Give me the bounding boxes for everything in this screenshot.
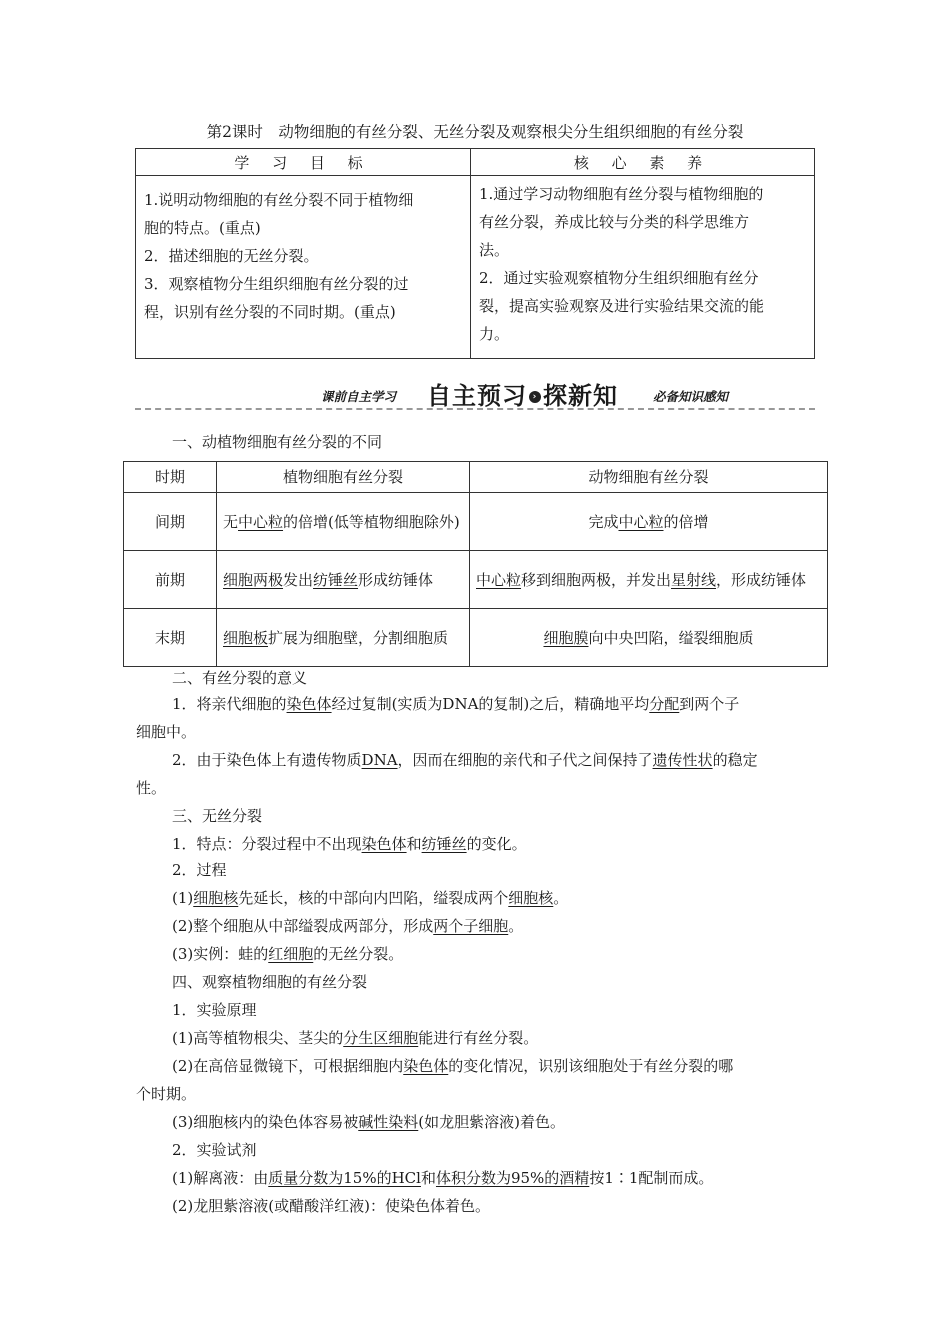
text-run: 。 [508,917,524,935]
text-run: 的稳定 [712,751,758,769]
literacy-line: 1.通过学习动物细胞有丝分裂与植物细胞的 [479,185,764,203]
text-line [172,1028,538,1048]
text-run: 发出 [283,570,314,589]
animal-cell [470,609,828,667]
underlined-term: 细胞膜 [543,628,589,647]
text-line [172,1196,490,1216]
plant-cell [217,493,470,551]
text-line [172,806,262,826]
underlined-term: 细胞核 [193,889,239,907]
text-line [172,668,307,688]
text-line [172,972,367,992]
text-run: 的无丝分裂。 [313,945,404,963]
text-line [172,1140,257,1160]
text-line [172,944,403,964]
text-run: (如龙胆紫溶液)着色。 [418,1113,565,1131]
underlined-term: 染色体 [403,1057,449,1075]
text-run: 能进行有丝分裂。 [418,1029,539,1047]
animal-cell [470,551,828,609]
goal-line: 程，识别有丝分裂的不同时期。(重点) [144,303,396,321]
text-run: (2)龙胆紫溶液(或醋酸洋红液)：使染色体着色。 [172,1197,490,1215]
period-cell: 间期 [124,493,217,551]
goal-line: 胞的特点。(重点) [144,219,261,237]
text-run: 无 [223,512,239,531]
text-run: 到两个子 [679,695,740,713]
text-run: (1)高等植物根尖、茎尖的 [172,1029,344,1047]
underlined-term: 纺锤丝 [421,835,467,853]
period-cell: 末期 [124,609,217,667]
text-run: (1)解离液：由 [172,1169,269,1187]
animal-cell [470,493,828,551]
underlined-term: 遗传性状 [652,751,713,769]
col-header-animal: 动物细胞有丝分裂 [470,462,828,493]
text-run: 四、观察植物细胞的有丝分裂 [172,973,368,991]
text-line [172,888,568,908]
text-run: 形成纺锤体 [358,570,434,589]
literacy-line: 裂，提高实验观察及进行实验结果交流的能 [479,297,765,315]
text-run: 1．实验原理 [172,1001,257,1019]
text-run: 的倍增(低等植物细胞除外) [283,512,460,531]
banner-right-label: 必备知识感知 [653,389,729,404]
banner-title-a: 自主预习 [427,382,527,410]
underlined-term: 纺锤丝 [313,570,359,589]
text-line [172,1112,565,1132]
text-run: 扩展为细胞壁，分割细胞质 [268,628,449,647]
text-line [172,916,523,936]
core-literacy-header: 核 心 素 养 [471,149,815,176]
underlined-term: 染色体 [361,835,407,853]
literacy-line: 2．通过实验观察植物分生组织细胞有丝分 [479,269,759,287]
period-cell: 前期 [124,551,217,609]
literacy-cell [471,176,815,359]
text-line [136,778,166,798]
text-run: 细胞中。 [136,723,197,741]
text-run: 2．过程 [172,861,227,879]
underlined-term: 中心粒 [618,512,664,531]
goal-line: 2．描述细胞的无丝分裂。 [144,247,319,265]
text-run: 二、有丝分裂的意义 [172,669,308,687]
goals-header: 学 习 目 标 [136,149,471,176]
col-header-period: 时期 [124,462,217,493]
underlined-term: 细胞两极 [223,570,284,589]
section-banner [135,376,815,416]
lesson-title: 第2课时 动物细胞的有丝分裂、无丝分裂及观察根尖分生组织细胞的有丝分裂 [206,123,744,141]
table-row [124,493,828,551]
text-run: 三、无丝分裂 [172,807,263,825]
plant-cell [217,551,470,609]
underlined-term: 中心粒 [238,512,284,531]
text-line [136,722,196,742]
text-run: 完成 [588,512,619,531]
text-run: 性。 [136,779,167,797]
banner-left-label: 课前自主学习 [321,389,397,404]
literacy-line: 力。 [479,325,510,343]
banner-divider [135,408,815,410]
mitosis-comparison-table [123,461,828,667]
underlined-term: 质量分数为15%的HCl [268,1169,421,1187]
underlined-term: DNA [361,751,398,769]
text-run: 的变化情况，识别该细胞处于有丝分裂的哪 [448,1057,734,1075]
text-run: 向中央凹陷，缢裂细胞质 [588,628,754,647]
section-heading-1: 一、动植物细胞有丝分裂的不同 [172,433,383,451]
text-run: 1．特点：分裂过程中不出现 [172,835,362,853]
text-run: 2．由于染色体上有遗传物质 [172,751,362,769]
goal-line: 1.说明动物细胞的有丝分裂不同于植物细 [144,191,414,209]
text-line [172,1168,713,1188]
banner-main-title [427,376,618,411]
text-run: (2)在高倍显微镜下，可根据细胞内 [172,1057,404,1075]
text-run: 按1∶1配制而成。 [589,1169,714,1187]
underlined-term: 细胞板 [223,628,269,647]
arrow-icon: › [529,391,541,403]
table-row [124,609,828,667]
text-line [136,1084,196,1104]
underlined-term: 分生区细胞 [343,1029,419,1047]
literacy-line: 法。 [479,241,510,259]
text-run: 和 [406,835,422,853]
text-run: 先延长，核的中部向内凹陷，缢裂成两个 [238,889,509,907]
text-run: ，因而在细胞的亲代和子代之间保持了 [397,751,653,769]
text-run: 2．实验试剂 [172,1141,257,1159]
text-run: ，形成纺锤体 [716,570,807,589]
underlined-term: 红细胞 [268,945,314,963]
underlined-term: 中心粒 [476,570,522,589]
text-run: (1) [172,889,194,907]
underlined-term: 星射线 [671,570,717,589]
table-row [124,551,828,609]
text-run: 个时期。 [136,1085,197,1103]
banner-title-b: 探新知 [543,382,618,410]
underlined-term: 分配 [649,695,680,713]
underlined-term: 细胞核 [508,889,554,907]
literacy-line: 有丝分裂，养成比较与分类的科学思维方 [479,213,750,231]
text-run: 的变化。 [466,835,527,853]
text-run: 。 [553,889,569,907]
text-run: (3)实例：蛙的 [172,945,269,963]
plant-cell [217,609,470,667]
text-line [172,834,527,854]
underlined-term: 碱性染料 [358,1113,419,1131]
text-run: 经过复制(实质为DNA的复制)之后，精确地平均 [331,695,650,713]
goal-line: 3．观察植物分生组织细胞有丝分裂的过 [144,275,409,293]
text-run: 的倍增 [663,512,709,531]
text-run: (3)细胞核内的染色体容易被 [172,1113,359,1131]
text-run: 和 [420,1169,436,1187]
text-line [172,1000,257,1020]
goals-cell [136,176,471,359]
text-line [172,750,758,770]
underlined-term: 染色体 [286,695,332,713]
text-run: 1．将亲代细胞的 [172,695,287,713]
col-header-plant: 植物细胞有丝分裂 [217,462,470,493]
learning-goals-table [135,148,815,359]
text-run: 移到细胞两极，并发出 [521,570,672,589]
underlined-term: 两个子细胞 [433,917,509,935]
text-line [172,860,227,880]
text-line [172,1056,733,1076]
underlined-term: 体积分数为95%的酒精 [435,1169,590,1187]
text-line [172,694,739,714]
text-run: (2)整个细胞从中部缢裂成两部分，形成 [172,917,434,935]
